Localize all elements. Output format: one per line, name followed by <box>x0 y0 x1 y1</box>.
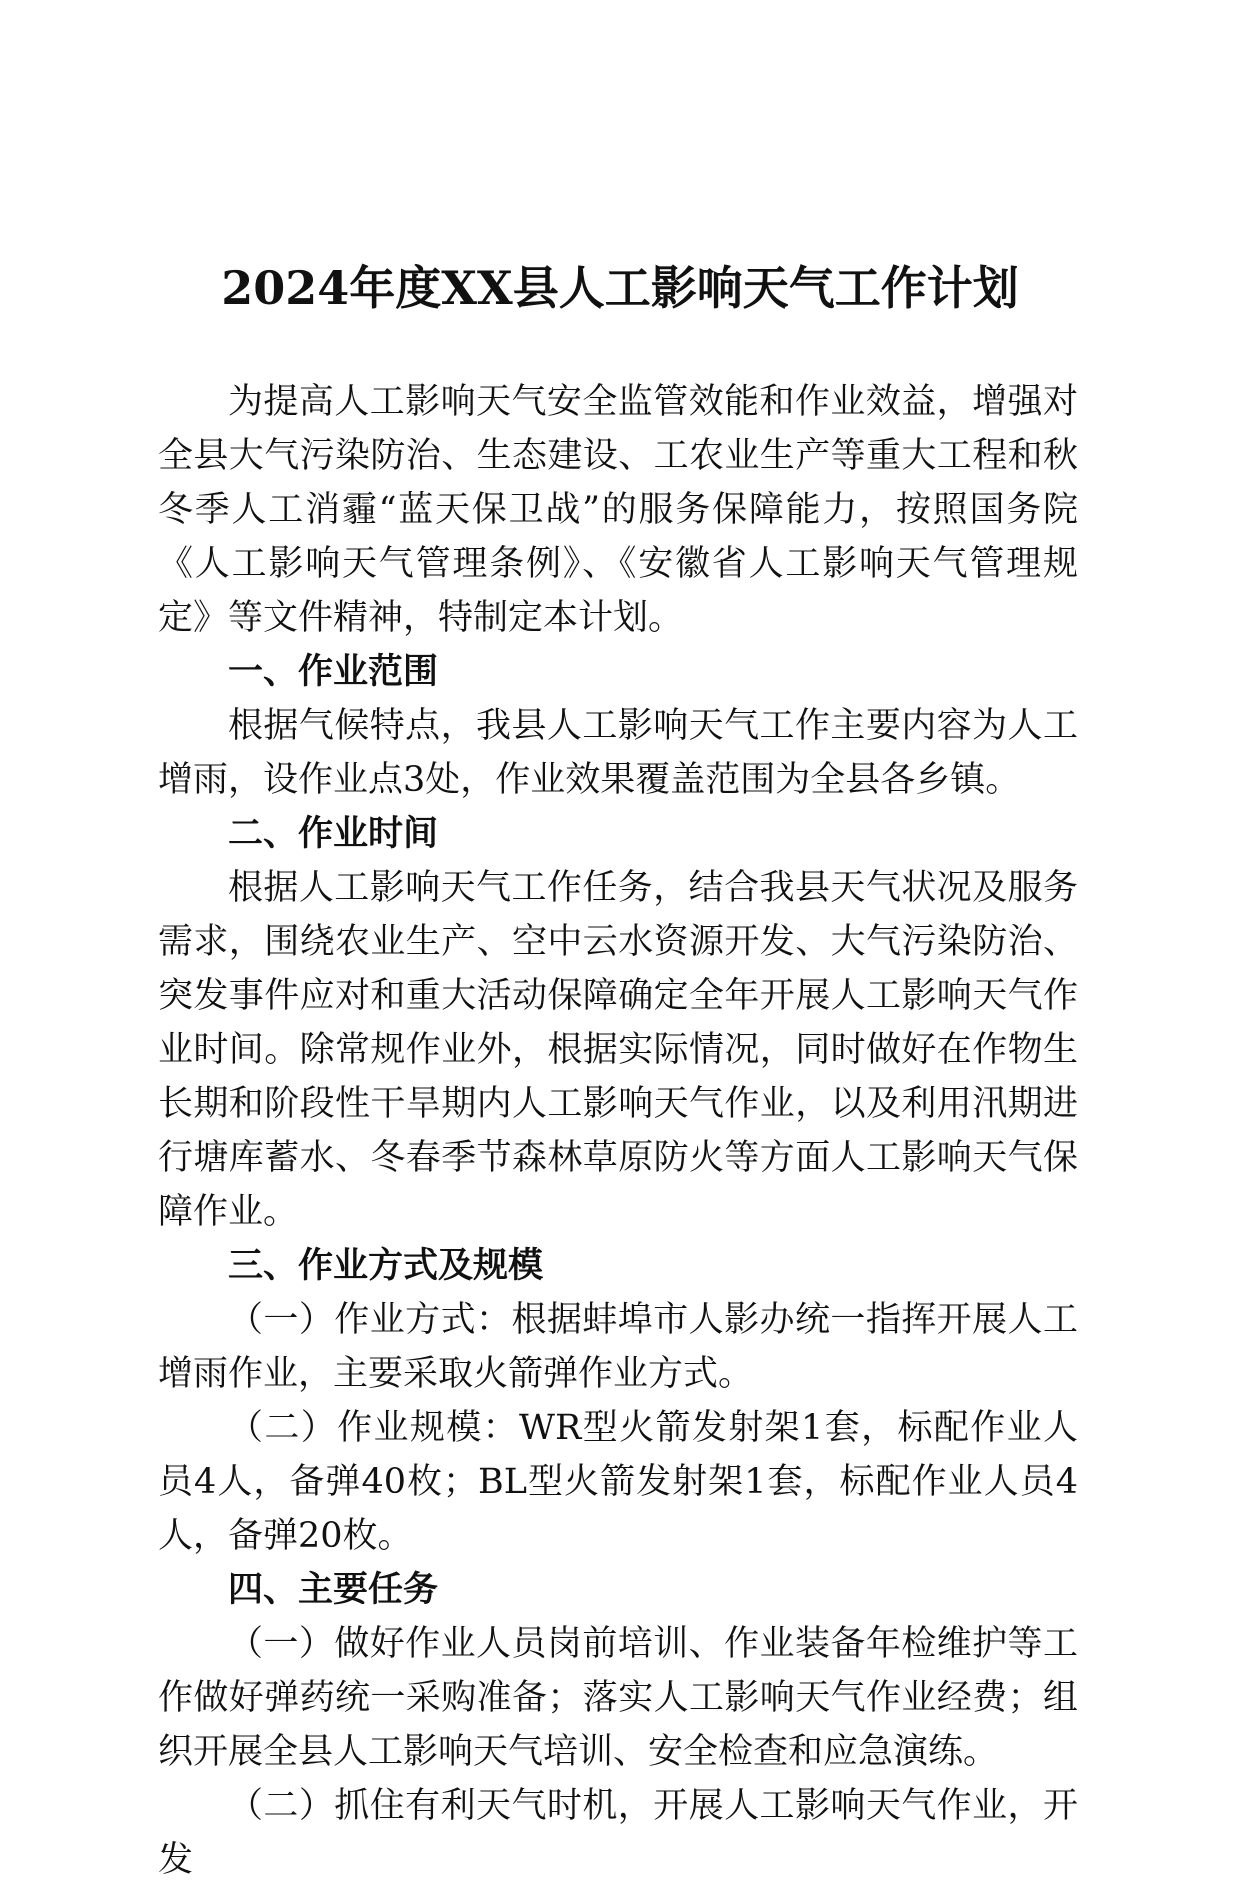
document-body <box>158 375 1078 1887</box>
task-item-1: （一）做好作业人员岗前培训、作业装备年检维护等工作做好弹药统一采购准备；落实人工影响天气作业经费；组织开展全县人工影响天气培训、安全检查和应急演练。 <box>158 1624 1078 1772</box>
section-heading-scope: 一、作业范围 <box>228 652 439 692</box>
intro-paragraph: 为提高人工影响天气安全监管效能和作业效益，增强对全县大气污染防治、生态建设、工农业生产等重大工程和秋冬季人工消霾“蓝天保卫战”的服务保障能力，按照国务院《人工影响天气管理条例》、《安徽省人工影响天气管理规定》等文件精神，特制定本计划。 <box>158 382 1078 638</box>
scope-paragraph: 根据气候特点，我县人工影响天气工作主要内容为人工增雨，设作业点3处，作业效果覆盖范围为全县各乡镇。 <box>158 706 1078 800</box>
time-paragraph: 根据人工影响天气工作任务，结合我县天气状况及服务需求，围绕农业生产、空中云水资源开发、大气污染防治、突发事件应对和重大活动保障确定全年开展人工影响天气作业时间。除常规作业外，根据实际情况，同时做好在作物生长期和阶段性干旱期内人工影响天气作业，以及利用汛期进行塘库蓄水、冬春季节森林草原防火等方面人工影响天气保障作业。 <box>158 868 1078 1232</box>
section-heading-time: 二、作业时间 <box>228 814 439 854</box>
task-item-2: （二）抓住有利天气时机，开展人工影响天气作业，开发 <box>158 1786 1078 1880</box>
method-item-2: （二）作业规模：WR型火箭发射架1套，标配作业人员4人，备弹40枚；BL型火箭发射架1套，标配作业人员4人，备弹20枚。 <box>158 1408 1078 1556</box>
method-item-1: （一）作业方式：根据蚌埠市人影办统一指挥开展人工增雨作业，主要采取火箭弹作业方式。 <box>158 1300 1078 1394</box>
section-heading-method: 三、作业方式及规模 <box>228 1246 544 1286</box>
document-title: 2024年度XX县人工影响天气工作计划 <box>221 261 1019 315</box>
section-heading-tasks: 四、主要任务 <box>228 1570 439 1610</box>
